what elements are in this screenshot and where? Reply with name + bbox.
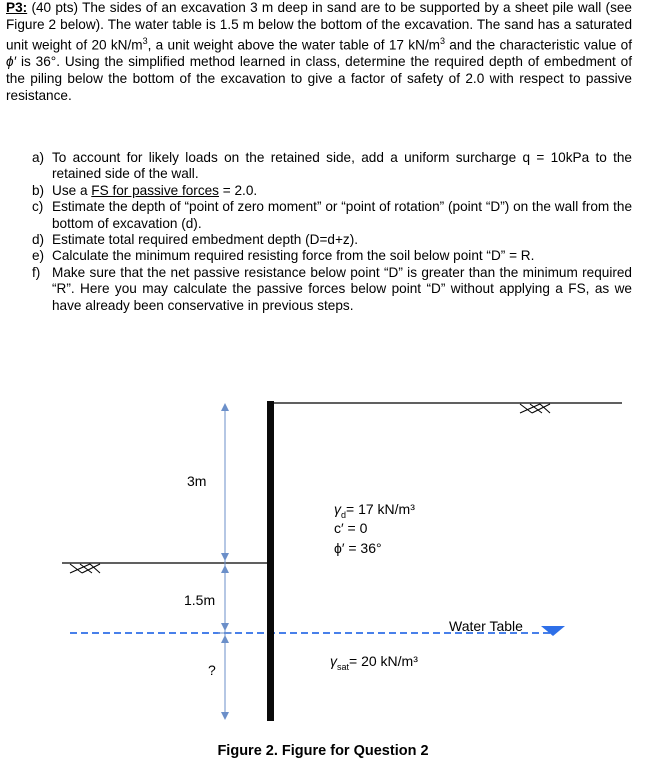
problem-text-2: , a unit weight above the water table of 17 kN/m	[147, 37, 440, 53]
problem-tag: P3:	[6, 0, 28, 15]
list-item: c) Estimate the depth of “point of zero moment” or “point of rotation” (point “D”) on the wall from the bottom of excavation (d).	[32, 199, 632, 231]
figure-caption: Figure 2. Figure for Question 2	[217, 743, 429, 759]
problem-text-4: is 36°. Using the simplified method learned in class, determine the required depth of embedment of the piling below the bottom of the excavation to give a factor of safety of 2.0 with respect to passive resistance.	[6, 54, 632, 103]
dim-label-3m: 3m	[187, 473, 207, 489]
list-item: d) Estimate total required embedment depth (D=d+z).	[32, 232, 359, 248]
water-table-icon	[541, 626, 565, 636]
gamma-sat-label: $\gamma_{sat}= 20$ kN/m³	[330, 653, 418, 672]
list-item: b) Use a FS for passive forces = 2.0.	[32, 182, 258, 198]
friction-angle-label: ϕ′ = 36°	[334, 540, 382, 556]
underlined-fs: FS for passive forces	[91, 182, 219, 198]
dim-label-unknown: ?	[208, 662, 216, 678]
superscript-3b: 3	[439, 36, 445, 47]
phi-symbol: ϕ′	[6, 54, 17, 70]
dim-label-1-5m: 1.5m	[184, 592, 216, 608]
list-item: a) To account for likely loads on the retained side, add a uniform surcharge q = 10kPa to the retained side of the wall.	[32, 150, 632, 182]
ground-hatch-icon	[520, 404, 550, 413]
sheet-pile-wall	[267, 401, 274, 721]
gamma-d-label: $\gamma_d= 17$ kN/m³	[334, 501, 415, 520]
excavation-hatch-icon	[70, 564, 100, 573]
list-item: f) Make sure that the net passive resistance below point “D” is greater than the minimum required “R”. Here you may calculate the passive forces below point “D” without applying a FS, as we have already been conservative in previous steps.	[32, 264, 632, 313]
problem-text-1: (40 pts) The sides of an excavation 3 m deep in sand are to be supported by a sheet pile wall (see Figure 2 below). The water table is 1.5 m below the bottom of the excavation. The sand has a saturated unit weight of 20 kN/m	[6, 0, 632, 53]
superscript-3a: 3	[142, 36, 148, 47]
cohesion-label: c′ = 0	[334, 520, 368, 536]
problem-text-3: and the characteristic value of	[445, 37, 632, 53]
water-table-label: Water Table	[449, 618, 523, 634]
list-item: e) Calculate the minimum required resisting force from the soil below point “D” = R.	[32, 248, 535, 264]
